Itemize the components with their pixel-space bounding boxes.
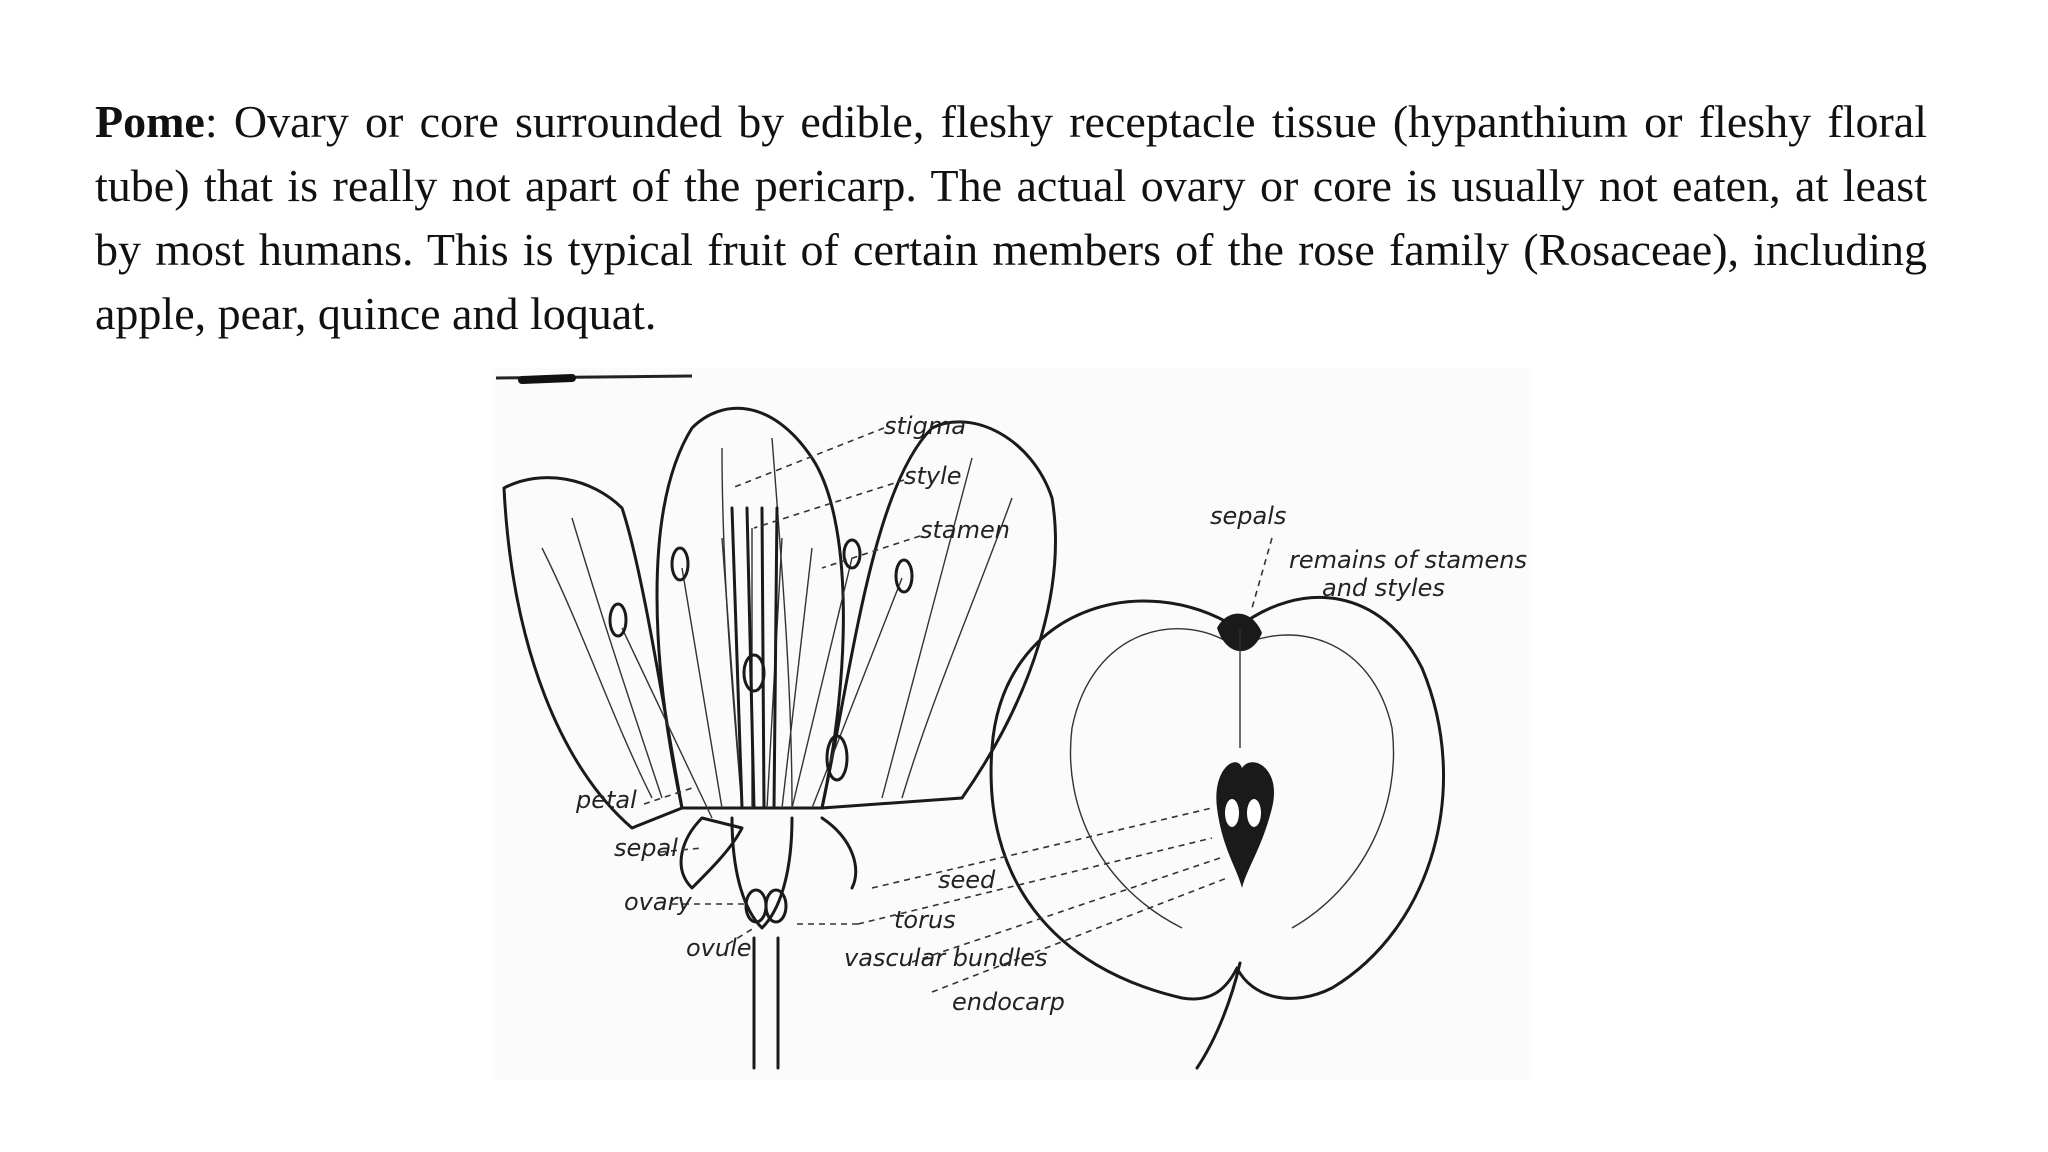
label-remains-line1: remains of stamens — [1289, 546, 1527, 574]
label-seed: seed — [938, 866, 996, 894]
apple-seed-2 — [1247, 799, 1261, 827]
anther-2 — [672, 548, 688, 580]
diagram-drawing — [492, 368, 1532, 1080]
label-vascular-bundles: vascular bundles — [844, 944, 1048, 972]
label-stamen: stamen — [920, 516, 1010, 544]
flower-stalk — [754, 938, 778, 1068]
torus-shape — [732, 818, 792, 928]
pome-term: Pome — [95, 96, 205, 147]
ovule-1 — [746, 890, 766, 922]
left-petal — [504, 478, 682, 828]
anther-5 — [744, 655, 764, 691]
pome-flower-and-fruit-diagram — [492, 368, 1532, 1080]
pome-definition-text: : Ovary or core surrounded by edible, fleshy receptacle tissue (hypanthium or fleshy floral tube) that is really not apart of the pericarp. The actual ovary or core is usually not eaten, at least by most humans. This is typical fruit of certain members of the rose family (Rosaceae), including apple, pear, quince and loquat. — [95, 96, 1927, 339]
label-petal: petal — [576, 786, 637, 814]
label-sepal: sepal — [614, 834, 678, 862]
label-sepals: sepals — [1210, 502, 1287, 530]
label-ovule: ovule — [686, 934, 752, 962]
anther-3 — [844, 540, 860, 568]
label-style: style — [904, 462, 962, 490]
pome-definition-paragraph — [95, 90, 1927, 346]
label-stigma: stigma — [884, 412, 966, 440]
apple-core — [1216, 762, 1274, 888]
label-torus: torus — [894, 906, 956, 934]
label-endocarp: endocarp — [952, 988, 1065, 1016]
label-ovary: ovary — [624, 888, 692, 916]
apple-stem — [1197, 963, 1240, 1068]
anther-4 — [896, 560, 912, 592]
label-remains-line2: and styles — [1322, 574, 1445, 602]
apple-seed-1 — [1225, 799, 1239, 827]
anther-1 — [610, 604, 626, 636]
